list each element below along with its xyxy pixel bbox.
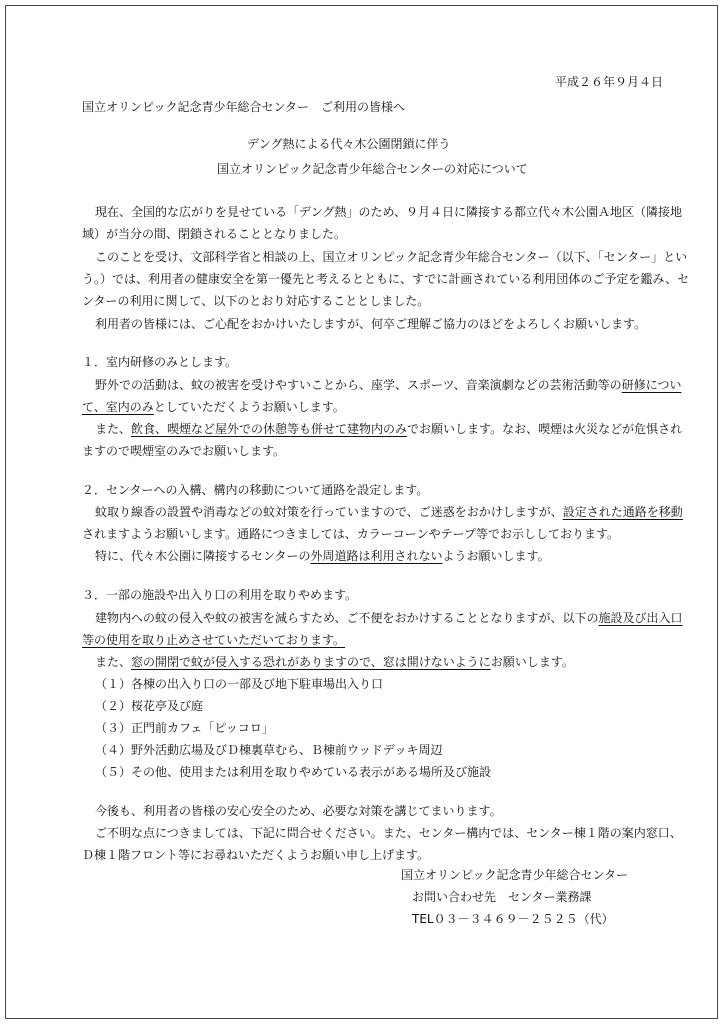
date: 平成２６年９月４日 [555,75,664,89]
section1-line4: ますので喫煙室のみでお願いします。 [82,444,286,458]
closing-line2: ご不明な点につきましては、下記に問合せください。また、センター構内では、センター棟１階の案内窓口、 [95,826,682,840]
section1-line1 [95,379,681,391]
intro-p2-line3: ンターの利用に関して、以下のとおり対応することとしました。 [82,294,430,308]
list-item: （５）その他、使用または利用を取りやめている表示がある場所及び施設 [95,765,492,779]
section3-line3-text-b: お願いします。 [490,655,574,669]
signature-contact: お問い合わせ先 センター業務課 [412,890,592,904]
section2-line3-text-a: 特に、代々木公園に隣接するセンターの [95,549,311,563]
section3-line2 [82,634,345,646]
section3-heading: ３．一部の施設や出入り口の利用を取りやめます。 [82,588,358,602]
title-line-1: デング熱による代々木公園閉鎖に伴う [247,137,451,151]
section1-line2-text: としていただくようお願いします。 [153,400,345,414]
title-line-2: 国立オリンピック記念青少年総合センターの対応について [217,162,528,176]
section3-line1-underlined: 施設及び出入口 [598,611,683,625]
section2-line3-text-b: ようお願いします。 [442,549,550,563]
section1-heading: １．室内研修のみとします。 [82,355,238,369]
list-item: （１）各棟の出入り口の一部及び地下駐車場出入り口 [95,677,384,691]
intro-p2-line1: このことを受け、文部科学省と相談の上、国立オリンピック記念青少年総合センター（以下、「センター」とい [95,250,688,264]
section1-line1-underlined: 研修につい [621,378,682,392]
intro-p1-line2: 域）が当分の間、閉鎖されることとなりました。 [82,227,347,241]
section1-line2 [82,401,345,413]
section1-line3-text-b: でお願いします。なお、喫煙は火災などが危惧され [407,422,683,436]
intro-p1-line1: 現在、全国的な広がりを見せている「デング熱」のため、９月４日に隣接する都立代々木公園Ａ地区（隣接地 [95,205,683,219]
intro-p3-line1: 利用者の皆様には、ご心配をおかけいたしますが、何卒ご理解ご協力のほどをよろしくお願いします。 [95,317,647,331]
section3-line2-underlined: 等の使用を取り止めさせていただいております。 [82,633,346,647]
intro-p2-line2: う。）では、利用者の健康安全を第一優先と考えるとともに、すでに計画されている利用団体のご予定を鑑み、セ [82,272,690,286]
section3-line3-underlined: 窓の開閉で蚊が侵入する恐れがありますので、窓は開けないように [131,655,491,669]
section3-line1-text: 建物内への蚊の侵入や蚊の被害を減らすため、ご不便をおかけすることとなりますが、以下の [95,611,599,625]
section2-line3-underlined: 外周道路は利用されない [310,549,443,563]
section1-line2-underlined: て、室内のみ [82,400,154,414]
section3-line3-text-a: また、 [95,655,132,669]
section3-line3 [95,656,574,668]
section1-line3 [95,423,682,435]
section1-line3-underlined: 飲食、喫煙など屋外での休憩等も併せて建物内のみ [131,422,408,436]
closing-line1: 今後も、利用者の皆様の安心安全のため、必要な対策を講じてまいります。 [95,804,502,818]
section2-line1-underlined: 設定された通路を移動 [562,505,683,519]
section2-line2: されますようお願いします。通路につきましては、カラーコーンやテープ等でお示ししております。 [82,527,620,541]
signature-org: 国立オリンピック記念青少年総合センター [401,868,629,882]
section2-heading: ２．センターへの入構、構内の移動について通路を設定します。 [82,483,429,497]
section1-line3-text-a: また、 [95,422,132,436]
section3-line1 [95,612,683,624]
signature-tel: TEL０３－３４６９－２５２５（代） [412,912,614,926]
section1-line1-text: 野外での活動は、蚊の被害を受けやすいことから、座学、スポーツ、音楽演劇などの芸術活動等の [95,378,622,392]
list-item: （２）桜花亭及び庭 [95,699,204,713]
closing-line3: Ｄ棟１階フロント等にお尋ねいただくようお願い申し上げます。 [82,848,430,862]
list-item: （４）野外活動広場及びＤ棟裏草むら、Ｂ棟前ウッドデッキ周辺 [95,743,443,757]
list-item: （３）正門前カフェ「ピッコロ」 [95,721,274,735]
section2-line1 [95,506,683,518]
section2-line3 [95,550,550,562]
addressee: 国立オリンピック記念青少年総合センター ご利用の皆様へ [82,100,406,114]
section2-line1-text: 蚊取り線香の設置や消毒などの蚊対策を行っていますので、ご迷惑をおかけしますが、 [95,505,563,519]
